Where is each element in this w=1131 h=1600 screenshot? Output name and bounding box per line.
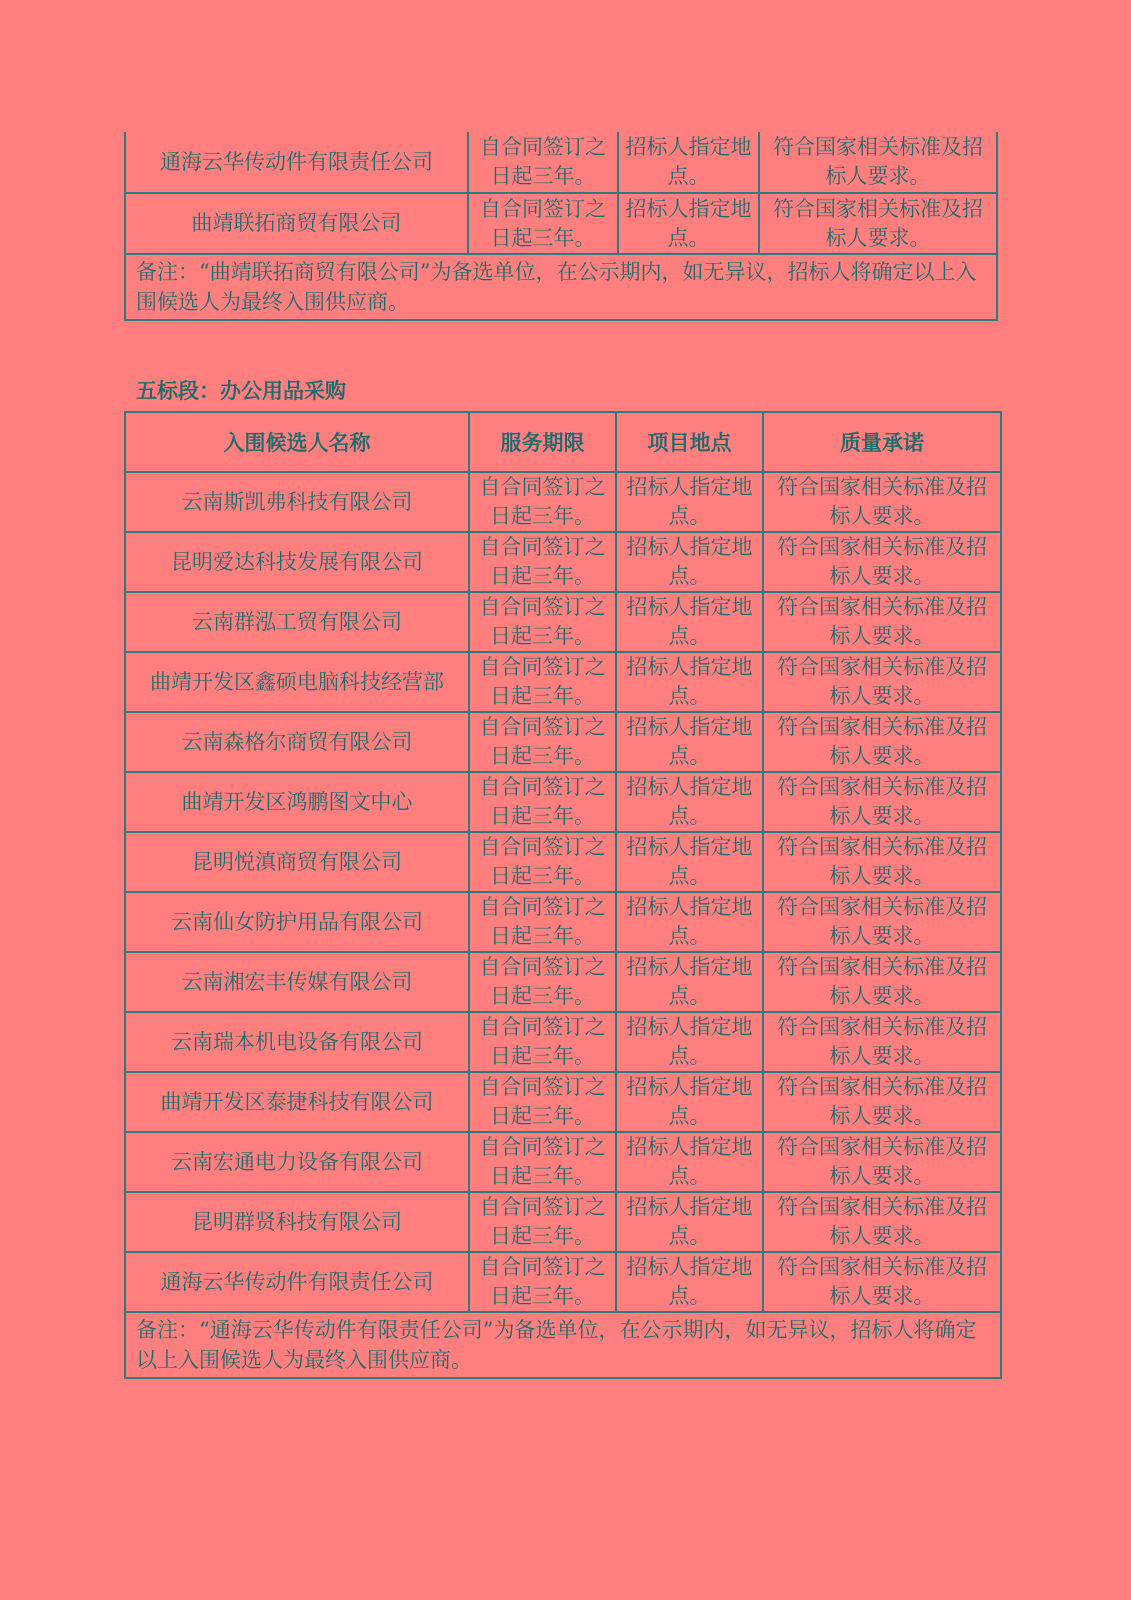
remark-note: 备注：“曲靖联拓商贸有限公司”为备选单位，在公示期内，如无异议，招标人将确定以上入围候选人为最终入围供应商。 [125, 254, 997, 320]
service-period-cell: 自合同签订之日起三年。 [469, 952, 616, 1012]
candidate-name-cell: 通海云华传动件有限责任公司 [125, 132, 468, 193]
project-location-cell: 招标人指定地点。 [618, 193, 759, 254]
table-row [125, 952, 1001, 1012]
candidate-name-cell: 云南宏通电力设备有限公司 [125, 1132, 469, 1192]
project-location-cell: 招标人指定地点。 [616, 892, 763, 952]
candidate-name-cell: 云南湘宏丰传媒有限公司 [125, 952, 469, 1012]
quality-commitment-cell: 符合国家相关标准及招标人要求。 [763, 652, 1001, 712]
quality-commitment-cell: 符合国家相关标准及招标人要求。 [763, 832, 1001, 892]
candidate-name-cell: 曲靖联拓商贸有限公司 [125, 193, 468, 254]
service-period-cell: 自合同签订之日起三年。 [469, 592, 616, 652]
quality-commitment-cell: 符合国家相关标准及招标人要求。 [763, 1132, 1001, 1192]
quality-commitment-cell: 符合国家相关标准及招标人要求。 [763, 472, 1001, 532]
quality-commitment-cell: 符合国家相关标准及招标人要求。 [763, 712, 1001, 772]
service-period-cell: 自合同签订之日起三年。 [469, 1072, 616, 1132]
project-location-cell: 招标人指定地点。 [616, 592, 763, 652]
quality-commitment-cell: 符合国家相关标准及招标人要求。 [759, 132, 997, 193]
table-row [125, 193, 997, 254]
service-period-cell: 自合同签订之日起三年。 [469, 1192, 616, 1252]
quality-commitment-cell: 符合国家相关标准及招标人要求。 [763, 592, 1001, 652]
table-row [125, 472, 1001, 532]
table-row [125, 1132, 1001, 1192]
table-row [125, 132, 997, 193]
table-row [125, 712, 1001, 772]
quality-commitment-cell: 符合国家相关标准及招标人要求。 [759, 193, 997, 254]
project-location-cell: 招标人指定地点。 [616, 472, 763, 532]
table-row [125, 652, 1001, 712]
candidate-name-cell: 昆明爱达科技发展有限公司 [125, 532, 469, 592]
table-row [125, 592, 1001, 652]
note-row [125, 1312, 1001, 1378]
project-location-cell: 招标人指定地点。 [616, 712, 763, 772]
table-row [125, 832, 1001, 892]
service-period-cell: 自合同签订之日起三年。 [469, 1252, 616, 1312]
service-period-cell: 自合同签订之日起三年。 [469, 1132, 616, 1192]
project-location-cell: 招标人指定地点。 [616, 1012, 763, 1072]
project-location-cell: 招标人指定地点。 [616, 1252, 763, 1312]
service-period-cell: 自合同签订之日起三年。 [469, 892, 616, 952]
quality-commitment-cell: 符合国家相关标准及招标人要求。 [763, 952, 1001, 1012]
service-period-cell: 自合同签订之日起三年。 [469, 652, 616, 712]
table-row [125, 1012, 1001, 1072]
service-period-cell: 自合同签订之日起三年。 [468, 132, 618, 193]
top-candidate-table [124, 132, 998, 321]
quality-commitment-cell: 符合国家相关标准及招标人要求。 [763, 532, 1001, 592]
service-period-cell: 自合同签订之日起三年。 [469, 772, 616, 832]
service-period-cell: 自合同签订之日起三年。 [469, 832, 616, 892]
candidate-name-cell: 通海云华传动件有限责任公司 [125, 1252, 469, 1312]
project-location-cell: 招标人指定地点。 [616, 1072, 763, 1132]
project-location-cell: 招标人指定地点。 [616, 652, 763, 712]
table-header-row [125, 412, 1001, 472]
project-location-cell: 招标人指定地点。 [616, 832, 763, 892]
service-period-cell: 自合同签订之日起三年。 [468, 193, 618, 254]
candidate-name-cell: 云南森格尔商贸有限公司 [125, 712, 469, 772]
header-project-location: 项目地点 [616, 412, 763, 472]
section5-candidate-table [124, 411, 1002, 1379]
candidate-name-cell: 云南瑞本机电设备有限公司 [125, 1012, 469, 1072]
table-row [125, 892, 1001, 952]
table-row [125, 1072, 1001, 1132]
project-location-cell: 招标人指定地点。 [616, 1132, 763, 1192]
remark-note: 备注：“通海云华传动件有限责任公司”为备选单位，在公示期内，如无异议，招标人将确定以上入围候选人为最终入围供应商。 [125, 1312, 1001, 1378]
quality-commitment-cell: 符合国家相关标准及招标人要求。 [763, 1192, 1001, 1252]
project-location-cell: 招标人指定地点。 [616, 772, 763, 832]
candidate-name-cell: 曲靖开发区鸿鹏图文中心 [125, 772, 469, 832]
candidate-name-cell: 云南仙女防护用品有限公司 [125, 892, 469, 952]
quality-commitment-cell: 符合国家相关标准及招标人要求。 [763, 772, 1001, 832]
project-location-cell: 招标人指定地点。 [618, 132, 759, 193]
table-row [125, 1192, 1001, 1252]
service-period-cell: 自合同签订之日起三年。 [469, 1012, 616, 1072]
header-candidate-name: 入围候选人名称 [125, 412, 469, 472]
project-location-cell: 招标人指定地点。 [616, 1192, 763, 1252]
candidate-name-cell: 云南斯凯弗科技有限公司 [125, 472, 469, 532]
service-period-cell: 自合同签订之日起三年。 [469, 712, 616, 772]
candidate-name-cell: 云南群泓工贸有限公司 [125, 592, 469, 652]
candidate-name-cell: 曲靖开发区鑫硕电脑科技经营部 [125, 652, 469, 712]
table-row [125, 1252, 1001, 1312]
table-row [125, 772, 1001, 832]
candidate-name-cell: 曲靖开发区泰捷科技有限公司 [125, 1072, 469, 1132]
candidate-name-cell: 昆明悦滇商贸有限公司 [125, 832, 469, 892]
quality-commitment-cell: 符合国家相关标准及招标人要求。 [763, 1252, 1001, 1312]
table-row [125, 532, 1001, 592]
service-period-cell: 自合同签订之日起三年。 [469, 472, 616, 532]
section-title: 五标段：办公用品采购 [136, 378, 346, 403]
note-row [125, 254, 997, 320]
quality-commitment-cell: 符合国家相关标准及招标人要求。 [763, 1012, 1001, 1072]
quality-commitment-cell: 符合国家相关标准及招标人要求。 [763, 1072, 1001, 1132]
quality-commitment-cell: 符合国家相关标准及招标人要求。 [763, 892, 1001, 952]
candidate-name-cell: 昆明群贤科技有限公司 [125, 1192, 469, 1252]
project-location-cell: 招标人指定地点。 [616, 952, 763, 1012]
service-period-cell: 自合同签订之日起三年。 [469, 532, 616, 592]
project-location-cell: 招标人指定地点。 [616, 532, 763, 592]
header-service-period: 服务期限 [469, 412, 616, 472]
header-quality-commitment: 质量承诺 [763, 412, 1001, 472]
